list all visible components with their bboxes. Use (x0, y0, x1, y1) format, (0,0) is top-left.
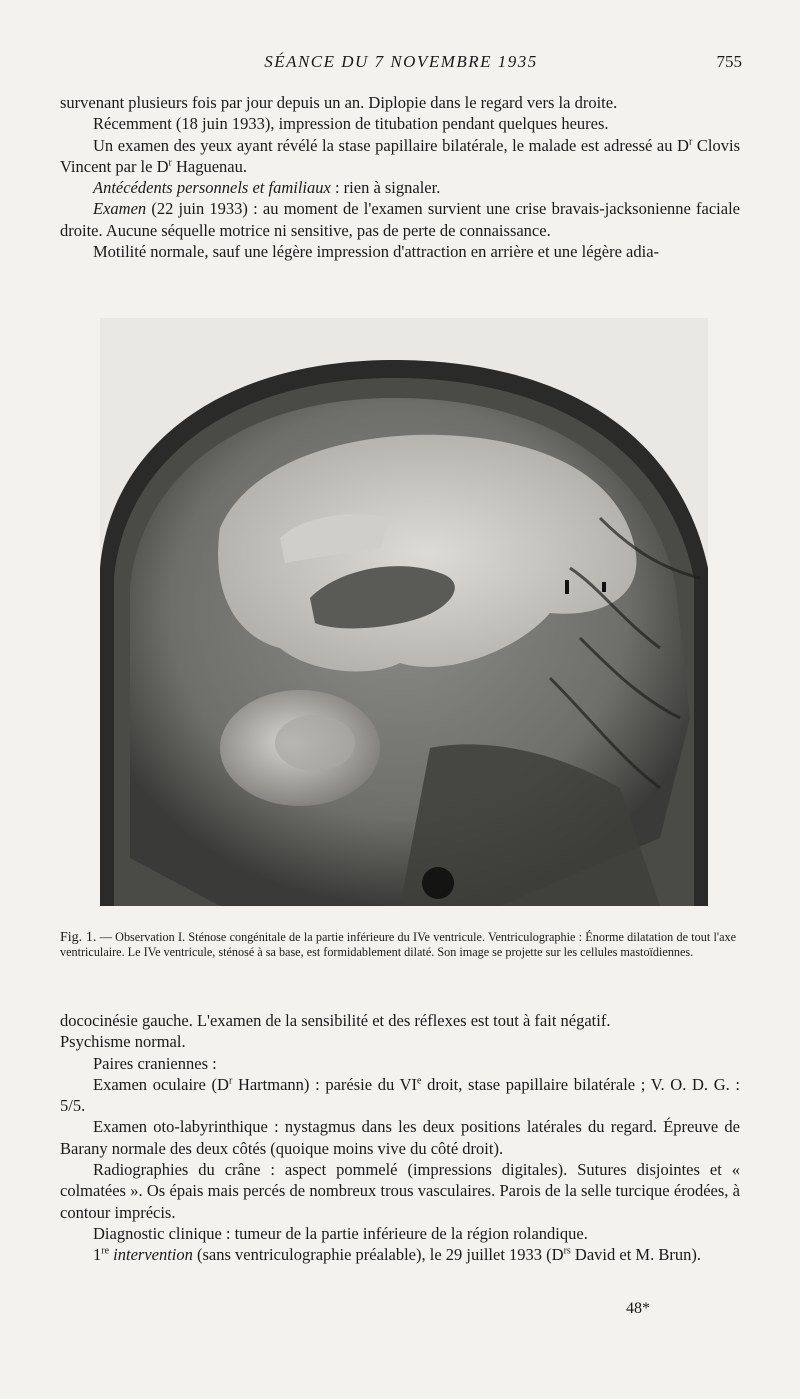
paragraph: survenant plusieurs fois par jour depuis un an. Diplopie dans le regard vers la droite. (60, 93, 618, 112)
bottom-text-block (60, 1010, 740, 1266)
paragraph: Antécédents personnels et familiaux : rien à signaler. (93, 178, 441, 198)
running-header (60, 52, 742, 78)
paragraph: Paires craniennes : (93, 1053, 217, 1073)
xray-figure (100, 318, 708, 906)
paragraph: dococinésie gauche. L'examen de la sensibilité et des réflexes est tout à fait négatif. (60, 1011, 611, 1030)
ventriculography-image (100, 318, 708, 906)
paragraph: 1re intervention (sans ventriculographie préalable), le 29 juillet 1933 ($D^{rs}$ David et M. Brun). (93, 1245, 701, 1265)
signature-mark: 48* (626, 1300, 650, 1317)
paragraph: Examen oculaire ($D^r$ Hartmann) : parésie du VIe droit, stase papillaire bilatérale ; V. O. D. G. : 5/5. (60, 1074, 741, 1116)
paragraph: Un examen des yeux ayant révélé la stase papillaire bilatérale, le malade est adressé au $D^r$ Clovis Vincent par le $D^r$ Haguenau. (60, 135, 740, 176)
paragraph: Motilité normale, sauf une légère impression d'attraction en arrière et une légère adia- (93, 242, 660, 262)
figure-caption (60, 930, 736, 959)
top-text-block (60, 92, 740, 262)
figure-label: Fig. 1. (60, 930, 97, 945)
header-title: SÉANCE DU 7 NOVEMBRE 1935 (264, 52, 538, 71)
paragraph: Diagnostic clinique : tumeur de la partie inférieure de la région rolandique. (93, 1223, 588, 1243)
page-number: 755 (716, 52, 742, 71)
caption-text: — Observation I. Sténose congénitale de la partie inférieure du IVe ventricule. Ventriculographie : Énorme dilatation de tout l'axe ventriculaire. Le IVe ventricule, sténosé à sa base, est formidablement dilaté. Son image se projette sur les cellules mastoïdiennes. (60, 930, 736, 960)
paragraph: Examen (22 juin 1933) : au moment de l'examen survient une crise bravais-jacksonienne faciale droite. Aucune séquelle motrice ni sensitive, pas de perte de connaissance. (60, 199, 740, 240)
paragraph: Radiographies du crâne : aspect pommelé (impressions digitales). Sutures disjointes et « colmatées ». Os épais mais percés de nombreux trous vasculaires. Parois de la selle turcique érodées, à contour imprécis. (60, 1160, 740, 1222)
paragraph: Récemment (18 juin 1933), impression de titubation pendant quelques heures. (93, 114, 609, 134)
paragraph: Examen oto-labyrinthique : nystagmus dans les deux positions latérales du regard. Épreuve de Barany normale des deux côtés (quoique moins vive du côté droit). (60, 1117, 740, 1158)
paragraph: Psychisme normal. (60, 1032, 186, 1052)
